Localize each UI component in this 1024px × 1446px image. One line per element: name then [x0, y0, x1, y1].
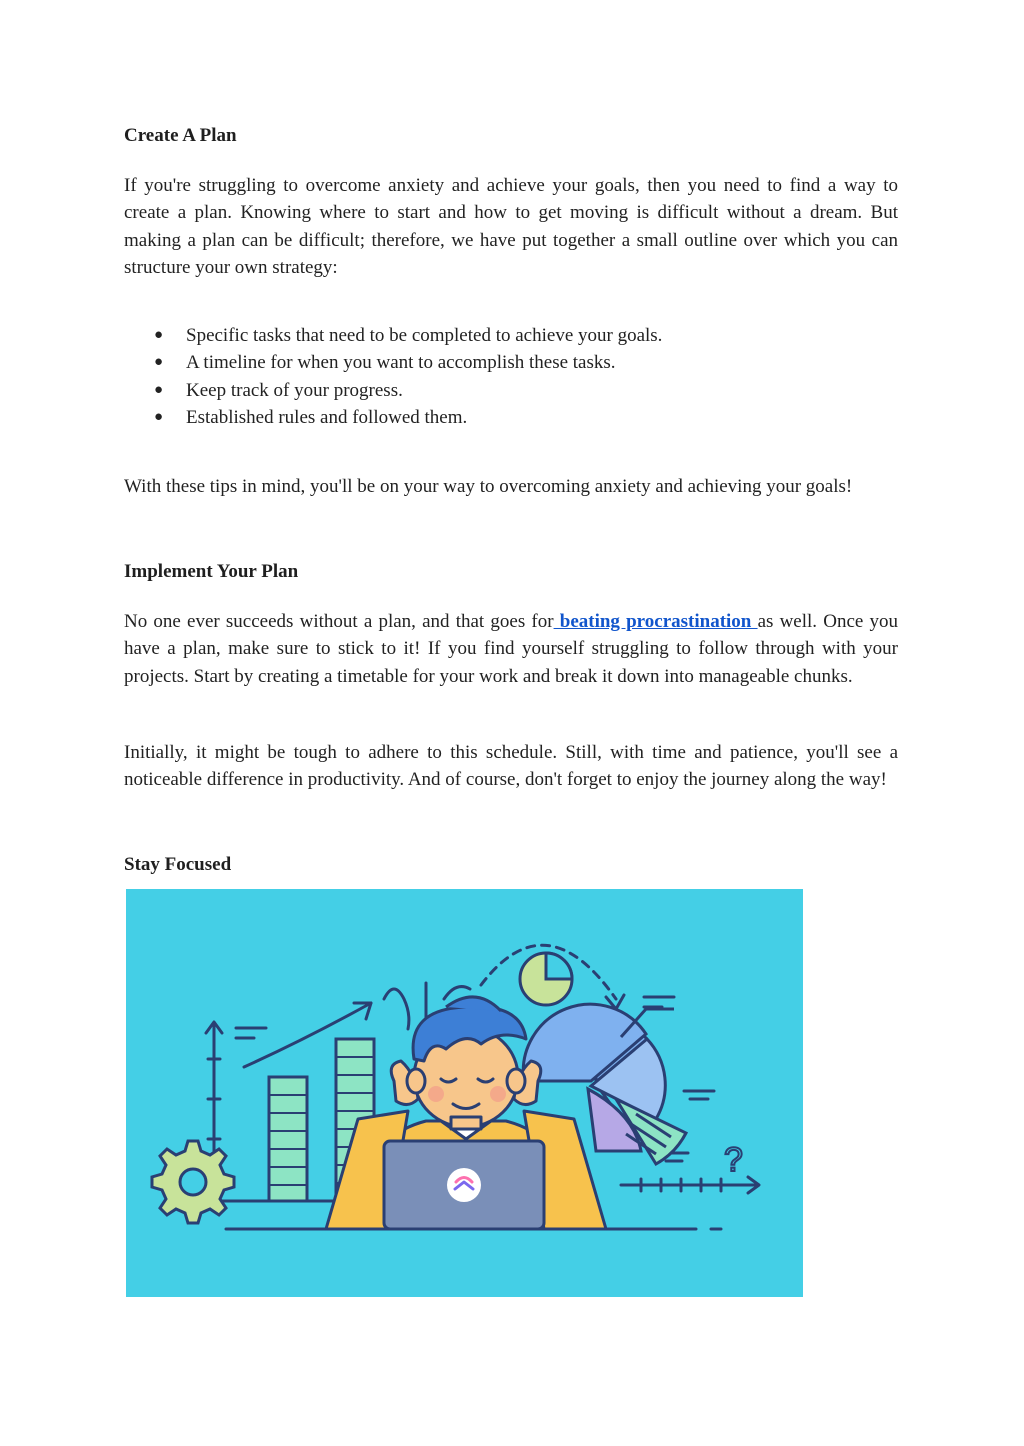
- gear-icon: [152, 1141, 234, 1223]
- bullet-item: [154, 404, 662, 431]
- paragraph-implement-plan-2: Initially, it might be tough to adhere to this schedule. Still, with time and patience, you'll see a noticeable difference in productivity. And of course, don't forget to enjoy the journey along the way!: [124, 742, 898, 791]
- bullet-item: [154, 349, 662, 376]
- bullet-dot: ●: [154, 408, 164, 425]
- paragraph-text-after-link: as well. Once you have a plan, make sure to stick to it! If you find yourself struggling to follow through with your projects. Start by creating a timetable for your work and break it down into manageable chunks.: [124, 611, 898, 687]
- bullet-text: A timeline for when you want to accomplish these tasks.: [186, 352, 616, 374]
- paragraph-text-before-link: No one ever succeeds without a plan, and that goes for: [124, 611, 554, 632]
- paragraph-create-plan-closing: With these tips in mind, you'll be on your way to overcoming anxiety and achieving your goals!: [124, 476, 853, 497]
- bullet-text: Established rules and followed them.: [186, 406, 468, 428]
- laptop-logo-icon: [447, 1168, 481, 1202]
- bullet-dot: ●: [154, 381, 164, 398]
- beating-procrastination-link[interactable]: beating procrastination: [553, 611, 758, 632]
- bullet-list-plan-outline: [154, 322, 662, 431]
- bullet-text: Specific tasks that need to be completed to achieve your goals.: [186, 325, 663, 346]
- heading-implement-your-plan: Implement Your Plan: [124, 561, 299, 582]
- focused-person-illustration: [126, 889, 803, 1297]
- paragraph-create-plan-intro: If you're struggling to overcome anxiety and achieve your goals, then you need to find a way to create a plan. Knowing where to start and how to get moving is difficult without a dream. But making a plan can be difficult; therefore, we have put together a small outline over which you can structure your own strategy:: [124, 175, 898, 278]
- paragraph-implement-plan-1: [124, 608, 898, 690]
- heading-stay-focused: Stay Focused: [124, 854, 232, 875]
- clock-pie-icon: [520, 953, 572, 1005]
- heading-create-a-plan: Create A Plan: [124, 125, 237, 146]
- bullet-dot: ●: [154, 327, 164, 343]
- bullet-item: [154, 322, 662, 349]
- bullet-item: [154, 377, 662, 404]
- bullet-dot: ●: [154, 354, 164, 371]
- question-mark-text: ?: [724, 1141, 743, 1179]
- bullet-text: Keep track of your progress.: [186, 379, 403, 401]
- stay-focused-illustration: [126, 889, 803, 1297]
